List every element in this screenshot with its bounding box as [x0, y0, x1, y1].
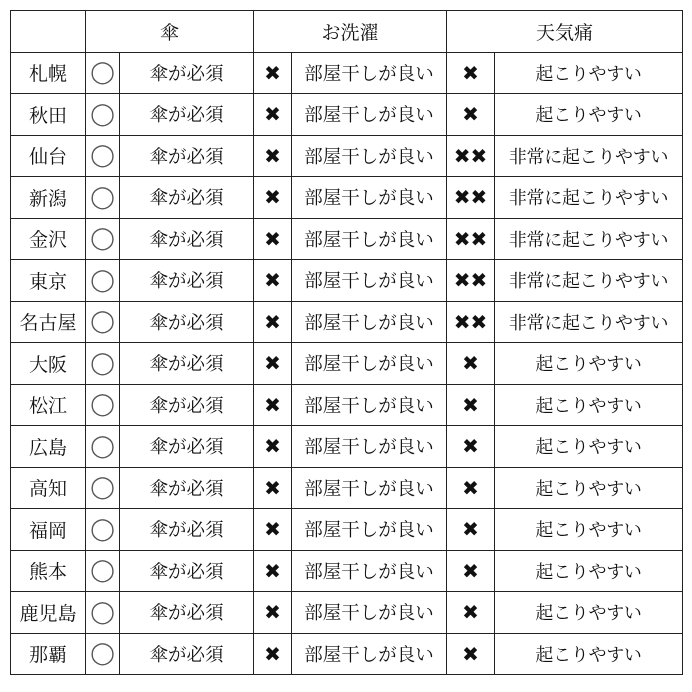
city-name: 札幌: [11, 52, 86, 94]
city-name: 東京: [11, 260, 86, 302]
headache-text: 非常に起こりやすい: [495, 218, 683, 260]
headache-text: 起こりやすい: [495, 592, 683, 634]
headache-text: 非常に起こりやすい: [495, 301, 683, 343]
headache-cross-icon: ✖✖: [447, 218, 495, 260]
table-row: [11, 343, 683, 385]
headache-cross-icon: ✖: [447, 94, 495, 136]
city-name: 名古屋: [11, 301, 86, 343]
laundry-cross-icon: ✖: [254, 218, 292, 260]
umbrella-text: 傘が必須: [120, 177, 254, 219]
table-row: [11, 550, 683, 592]
umbrella-text: 傘が必須: [120, 301, 254, 343]
table-row: [11, 135, 683, 177]
umbrella-circle-icon: ◯: [86, 52, 120, 94]
laundry-cross-icon: ✖: [254, 52, 292, 94]
umbrella-circle-icon: ◯: [86, 550, 120, 592]
laundry-text: 部屋干しが良い: [292, 260, 447, 302]
headache-text: 起こりやすい: [495, 467, 683, 509]
header-city: [11, 11, 86, 53]
headache-cross-icon: ✖: [447, 592, 495, 634]
forecast-table-wrapper: [10, 10, 683, 675]
laundry-text: 部屋干しが良い: [292, 384, 447, 426]
umbrella-circle-icon: ◯: [86, 218, 120, 260]
headache-text: 非常に起こりやすい: [495, 135, 683, 177]
city-name: 新潟: [11, 177, 86, 219]
umbrella-circle-icon: ◯: [86, 384, 120, 426]
headache-cross-icon: ✖: [447, 509, 495, 551]
umbrella-circle-icon: ◯: [86, 343, 120, 385]
table-row: [11, 633, 683, 675]
laundry-cross-icon: ✖: [254, 384, 292, 426]
umbrella-circle-icon: ◯: [86, 177, 120, 219]
laundry-cross-icon: ✖: [254, 426, 292, 468]
laundry-cross-icon: ✖: [254, 94, 292, 136]
laundry-text: 部屋干しが良い: [292, 343, 447, 385]
umbrella-text: 傘が必須: [120, 260, 254, 302]
laundry-text: 部屋干しが良い: [292, 592, 447, 634]
laundry-cross-icon: ✖: [254, 550, 292, 592]
headache-cross-icon: ✖: [447, 426, 495, 468]
headache-text: 起こりやすい: [495, 94, 683, 136]
table-row: [11, 384, 683, 426]
headache-text: 起こりやすい: [495, 52, 683, 94]
table-row: [11, 467, 683, 509]
headache-cross-icon: ✖: [447, 343, 495, 385]
headache-cross-icon: ✖: [447, 633, 495, 675]
umbrella-circle-icon: ◯: [86, 301, 120, 343]
umbrella-circle-icon: ◯: [86, 633, 120, 675]
umbrella-text: 傘が必須: [120, 218, 254, 260]
umbrella-circle-icon: ◯: [86, 94, 120, 136]
city-name: 仙台: [11, 135, 86, 177]
city-name: 金沢: [11, 218, 86, 260]
laundry-text: 部屋干しが良い: [292, 301, 447, 343]
laundry-text: 部屋干しが良い: [292, 550, 447, 592]
headache-text: 非常に起こりやすい: [495, 260, 683, 302]
laundry-cross-icon: ✖: [254, 633, 292, 675]
headache-cross-icon: ✖✖: [447, 135, 495, 177]
table-row: [11, 177, 683, 219]
city-name: 秋田: [11, 94, 86, 136]
laundry-text: 部屋干しが良い: [292, 509, 447, 551]
umbrella-circle-icon: ◯: [86, 509, 120, 551]
city-name: 高知: [11, 467, 86, 509]
forecast-table: [10, 10, 683, 675]
umbrella-text: 傘が必須: [120, 384, 254, 426]
laundry-cross-icon: ✖: [254, 592, 292, 634]
laundry-cross-icon: ✖: [254, 343, 292, 385]
umbrella-text: 傘が必須: [120, 550, 254, 592]
city-name: 福岡: [11, 509, 86, 551]
city-name: 広島: [11, 426, 86, 468]
headache-text: 起こりやすい: [495, 509, 683, 551]
laundry-cross-icon: ✖: [254, 177, 292, 219]
laundry-cross-icon: ✖: [254, 301, 292, 343]
umbrella-circle-icon: ◯: [86, 426, 120, 468]
table-row: [11, 94, 683, 136]
umbrella-circle-icon: ◯: [86, 592, 120, 634]
umbrella-text: 傘が必須: [120, 135, 254, 177]
umbrella-circle-icon: ◯: [86, 260, 120, 302]
laundry-text: 部屋干しが良い: [292, 633, 447, 675]
city-name: 熊本: [11, 550, 86, 592]
table-row: [11, 592, 683, 634]
headache-text: 非常に起こりやすい: [495, 177, 683, 219]
header-laundry: お洗濯: [254, 11, 447, 53]
laundry-text: 部屋干しが良い: [292, 135, 447, 177]
umbrella-text: 傘が必須: [120, 509, 254, 551]
umbrella-text: 傘が必須: [120, 592, 254, 634]
umbrella-text: 傘が必須: [120, 343, 254, 385]
header-headache: 天気痛: [447, 11, 683, 53]
umbrella-circle-icon: ◯: [86, 467, 120, 509]
city-name: 那覇: [11, 633, 86, 675]
headache-cross-icon: ✖: [447, 467, 495, 509]
headache-text: 起こりやすい: [495, 426, 683, 468]
city-name: 鹿児島: [11, 592, 86, 634]
table-row: [11, 218, 683, 260]
table-row: [11, 260, 683, 302]
umbrella-text: 傘が必須: [120, 633, 254, 675]
city-name: 大阪: [11, 343, 86, 385]
headache-cross-icon: ✖✖: [447, 177, 495, 219]
laundry-cross-icon: ✖: [254, 467, 292, 509]
headache-cross-icon: ✖✖: [447, 260, 495, 302]
table-body: [11, 52, 683, 675]
umbrella-text: 傘が必須: [120, 426, 254, 468]
headache-text: 起こりやすい: [495, 550, 683, 592]
laundry-text: 部屋干しが良い: [292, 94, 447, 136]
table-row: [11, 52, 683, 94]
umbrella-circle-icon: ◯: [86, 135, 120, 177]
headache-cross-icon: ✖✖: [447, 301, 495, 343]
headache-cross-icon: ✖: [447, 550, 495, 592]
laundry-text: 部屋干しが良い: [292, 177, 447, 219]
umbrella-text: 傘が必須: [120, 52, 254, 94]
header-umbrella: 傘: [86, 11, 254, 53]
table-row: [11, 426, 683, 468]
laundry-text: 部屋干しが良い: [292, 218, 447, 260]
laundry-text: 部屋干しが良い: [292, 52, 447, 94]
laundry-cross-icon: ✖: [254, 135, 292, 177]
headache-cross-icon: ✖: [447, 384, 495, 426]
headache-text: 起こりやすい: [495, 343, 683, 385]
laundry-text: 部屋干しが良い: [292, 426, 447, 468]
headache-text: 起こりやすい: [495, 633, 683, 675]
laundry-cross-icon: ✖: [254, 509, 292, 551]
city-name: 松江: [11, 384, 86, 426]
laundry-text: 部屋干しが良い: [292, 467, 447, 509]
umbrella-text: 傘が必須: [120, 94, 254, 136]
table-row: [11, 509, 683, 551]
laundry-cross-icon: ✖: [254, 260, 292, 302]
headache-cross-icon: ✖: [447, 52, 495, 94]
headache-text: 起こりやすい: [495, 384, 683, 426]
header-row: [11, 11, 683, 53]
table-row: [11, 301, 683, 343]
umbrella-text: 傘が必須: [120, 467, 254, 509]
